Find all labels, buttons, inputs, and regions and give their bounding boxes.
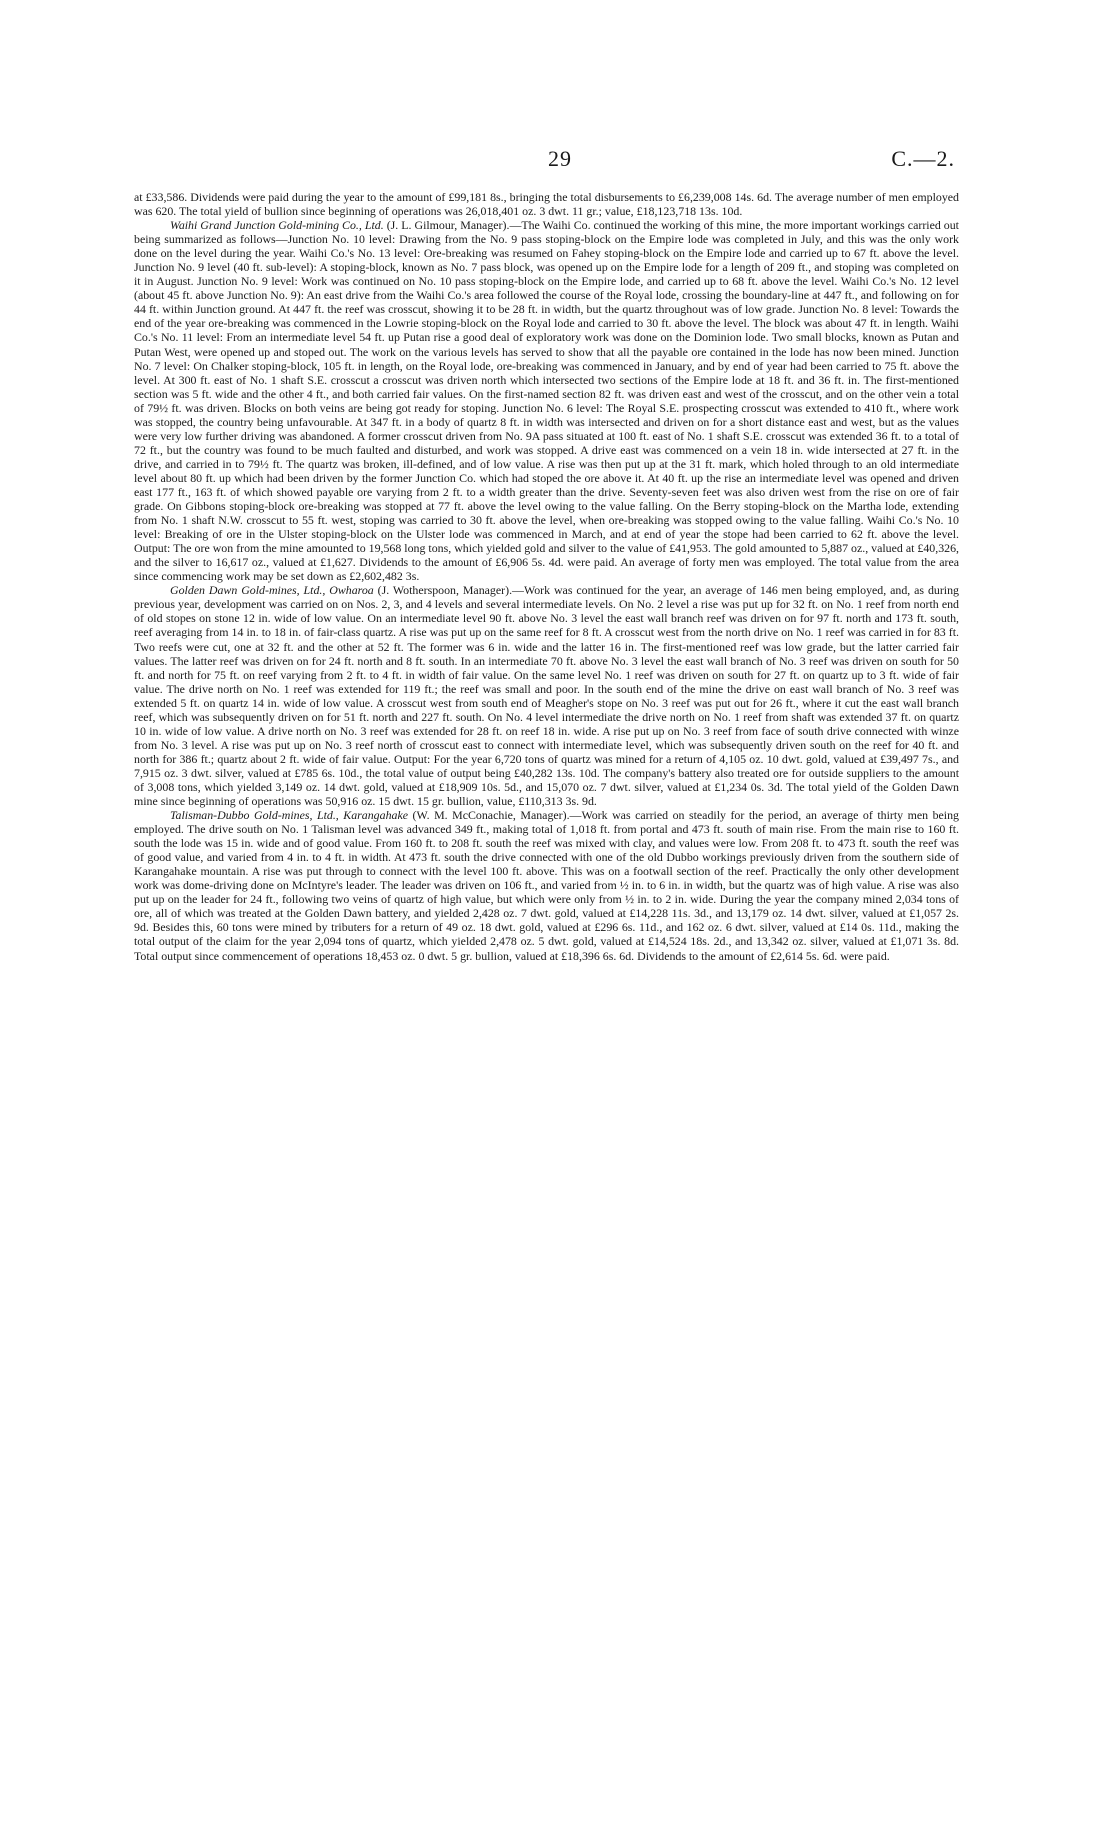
body-text (134, 190, 959, 963)
document-reference: C.—2. (891, 146, 955, 171)
page-number: 29 (548, 146, 572, 171)
paragraph-waihi-grand-junction (134, 218, 959, 583)
paragraph-talisman-dubbo (134, 808, 959, 963)
paragraph-text: at £33,586. Dividends were paid during the year to the amount of £99,181 8s., bringing the total disbursements to £6,239,008 14s. 6d. The average number of men employed was 620. The total yield of bullion since beginning of operations was 26,018,401 oz. 3 dwt. 11 gr.; value, £18,123,718 13s. 10d. (134, 190, 959, 219)
paragraph-text: (W. M. McConachie, Manager).—Work was carried on steadily for the period, an average of thirty men being employed. The drive south on No. 1 Talisman level was advanced 349 ft., making total of 1,018 ft. from portal and 473 ft. south of main rise. From the main rise to 160 ft. south the lode was 15 in. wide and of good value. From 160 ft. to 208 ft. south the reef was mixed with clay, and values were low. From 208 ft. to 473 ft. south the reef was of good value, and varied from 4 in. to 4 ft. in width. At 473 ft. south the drive connected with one of the old Dubbo workings previously driven from the southern side of Karangahake mountain. A rise was put through to connect with the level 100 ft. above. This was on a footwall section of the reef. Practically the only other development work was dome-driving done on McIntyre's leader. The leader was driven on 106 ft., and varied from ½ in. to 6 in. in width, but the quartz was of high value. A rise was also put up on the leader for 24 ft., following two veins of quartz of high value, but which were only from ½ in. to 2 in. wide. During the year the company mined 2,034 tons of ore, all of which was treated at the Golden Dawn battery, and yielded 2,428 oz. 7 dwt. gold, valued at £14,228 11s. 3d., and 13,179 oz. 14 dwt. silver, valued at £1,057 2s. 9d. Besides this, 60 tons were mined by tributers for a return of 49 oz. 18 dwt. gold, valued at £296 6s. 11d., and 162 oz. 6 dwt. silver, valued at £14 0s. 11d., making the total output of the claim for the year 2,094 tons of quartz, which yielded 2,478 oz. 5 dwt. gold, valued at £14,524 18s. 2d., and 13,342 oz. silver, valued at £1,071 3s. 8d. Total output since commencement of operations 18,453 oz. 0 dwt. 5 gr. bullion, valued at £18,396 6s. 6d. Dividends to the amount of £2,614 5s. 6d. were paid. (134, 808, 959, 963)
paragraph-heading: Talisman-Dubbo Gold-mines, Ltd., Karangahake (170, 808, 409, 823)
paragraph-golden-dawn (134, 583, 959, 808)
paragraph-intro (134, 190, 959, 218)
paragraph-heading: Golden Dawn Gold-mines, Ltd., Owharoa (170, 583, 374, 598)
paragraph-text: (J. L. Gilmour, Manager).—The Waihi Co. continued the working of this mine, the more important workings carried out being summarized as follows—Junction No. 10 level: Drawing from the No. 9 pass stoping-block on the Empire lode was completed in July, and this was the only work done on the level during the year. Waihi Co.'s No. 13 level: Ore-breaking was resumed on Fahey stoping-block on the Empire lode and carried up to 67 ft. above the level. Junction No. 9 level (40 ft. sub-level): A stoping-block, known as No. 7 pass block, was opened up on the Empire lode for a length of 209 ft., and stoping was completed on it in August. Junction No. 9 level: Work was continued on No. 10 pass stoping-block on the Empire lode, and carried up to 68 ft. above the level. Waihi Co.'s No. 12 level (about 45 ft. above Junction No. 9): An east drive from the Waihi Co.'s area followed the course of the Royal lode, crossing the boundary-line at 447 ft., and following on for 44 ft. within Junction ground. At 447 ft. the reef was crosscut, showing it to be 28 ft. in width, but the quartz throughout was of low grade. Junction No. 8 level: Towards the end of the year ore-breaking was commenced in the Lowrie stoping-block on the Royal lode and carried to 30 ft. above the level. The block was about 47 ft. in length. Waihi Co.'s No. 11 level: From an intermediate level 54 ft. up Putan rise a good deal of exploratory work was done on the Dominion lode. Two small blocks, known as Putan and Putan West, were opened up and stoped out. The work on the various levels has served to show that all the payable ore contained in the lode has now been mined. Junction No. 7 level: On Chalker stoping-block, 105 ft. in length, on the Royal lode, ore-breaking was commenced in January, and by end of year had been carried to 75 ft. above the level. At 300 ft. east of No. 1 shaft S.E. crosscut a crosscut was driven north which intersected two sections of the Empire lode at 18 ft. and 36 ft. in. The first-mentioned section was 5 ft. wide and the other 4 ft., and both carried fair values. On the first-named section 82 ft. was driven east and west of the crosscut, and on the other vein a total of 79½ ft. was driven. Blocks on both veins are being got ready for stoping. Junction No. 6 level: The Royal S.E. prospecting crosscut was extended to 410 ft., where work was stopped, the country being unfavourable. At 347 ft. in a body of quartz 8 ft. in width was intersected and driven on for a short distance east and west, but as the values were very low further driving was abandoned. A former crosscut driven from No. 9A pass situated at 100 ft. east of No. 1 shaft S.E. crosscut was extended 36 ft. to a total of 72 ft., but the country was found to be much faulted and disturbed, and work was stopped. A drive east was commenced on a vein 18 in. wide intersected at 27 ft. in the drive, and carried in to 79½ ft. The quartz was broken, ill-defined, and of low value. A rise was then put up at the 31 ft. mark, which holed through to an old intermediate level about 80 ft. up which had been driven by the former Junction Co. which had stoped the ore above it. At 40 ft. up the rise an intermediate level was opened and driven east 177 ft., 163 ft. of which showed payable ore varying from 2 ft. to a width greater than the drive. Seventy-seven feet was also driven west from the rise on ore of fair grade. On Gibbons stoping-block ore-breaking was stopped at 77 ft. above the level owing to the value falling. On the Berry stoping-block on the Martha lode, extending from No. 1 shaft N.W. crosscut to 55 ft. west, stoping was carried to 30 ft. above the level, when ore-breaking was stopped owing to the value falling. Waihi Co.'s No. 10 level: Breaking of ore in the Ulster stoping-block on the Ulster lode was commenced in March, and at end of year the stope had been carried to 62 ft. above the level. Output: The ore won from the mine amounted to 19,568 long tons, which yielded gold and silver to the value of £41,953. The gold amounted to 5,887 oz., valued at £40,326, and the silver to 16,617 oz., valued at £1,627. Dividends to the amount of £6,906 5s. 4d. were paid. An average of forty men was employed. The total value from the area since commencing work may be set down as £2,602,482 3s. (134, 218, 959, 584)
paragraph-text: (J. Wotherspoon, Manager).—Work was continued for the year, an average of 146 men being employed, and, as during previous year, development was carried on on Nos. 2, 3, and 4 levels and several intermediate levels. On No. 2 level a rise was put up for 32 ft. on No. 1 reef from north end of old stopes on stone 12 in. wide of low value. On an intermediate level 90 ft. above No. 3 level the east wall branch reef was driven on for 97 ft. north and 173 ft. south, reef averaging from 14 in. to 18 in. of fair-class quartz. A rise was put up on the same reef for 8 ft. A crosscut west from the north drive on No. 1 reef was carried in for 83 ft. Two reefs were cut, one at 32 ft. and the other at 52 ft. The former was 6 in. wide and the latter 16 in. The first-mentioned reef was low grade, but the latter carried fair values. The latter reef was driven on for 24 ft. north and 8 ft. south. In an intermediate 70 ft. above No. 3 level the east wall branch of No. 3 reef was driven on south for 50 ft. and north for 75 ft. on reef varying from 2 ft. to 4 ft. in width of fair value. On the same level No. 1 reef was driven on south for 27 ft. on quartz up to 3 ft. wide of fair value. The drive north on No. 1 reef was extended for 119 ft.; the reef was small and poor. In the south end of the mine the drive on east wall branch of No. 3 reef was extended 5 ft. on quartz 14 in. wide of low value. A crosscut west from south end of Meagher's stope on No. 3 reef was put out for 26 ft., where it cut the east wall branch reef, which was subsequently driven on for 51 ft. north and 227 ft. south. On No. 4 level intermediate the drive north on No. 1 reef from shaft was extended 37 ft. on quartz 10 in. wide of low value. A drive north on No. 3 reef was extended for 28 ft. on reef 18 in. wide. A rise put up on No. 3 reef from face of south drive connected with winze from No. 3 level. A rise was put up on No. 3 reef north of crosscut east to connect with intermediate level, which was subsequently driven south on the reef for 40 ft. and north for 386 ft.; quartz about 2 ft. wide of fair value. Output: For the year 6,720 tons of quartz was mined for a return of 4,105 oz. 10 dwt. gold, valued at £39,497 7s., and 7,915 oz. 3 dwt. silver, valued at £785 6s. 10d., the total value of output being £40,282 13s. 10d. The company's battery also treated ore for outside suppliers to the amount of 3,008 tons, which yielded 3,149 oz. 14 dwt. gold, valued at £18,909 10s. 5d., and 15,070 oz. 7 dwt. silver, valued at £1,234 0s. 3d. The total yield of the Golden Dawn mine since beginning of operations was 50,916 oz. 15 dwt. 15 gr. bullion, value, £110,313 3s. 9d. (134, 583, 959, 809)
paragraph-heading: Waihi Grand Junction Gold-mining Co., Ltd. (170, 218, 384, 233)
